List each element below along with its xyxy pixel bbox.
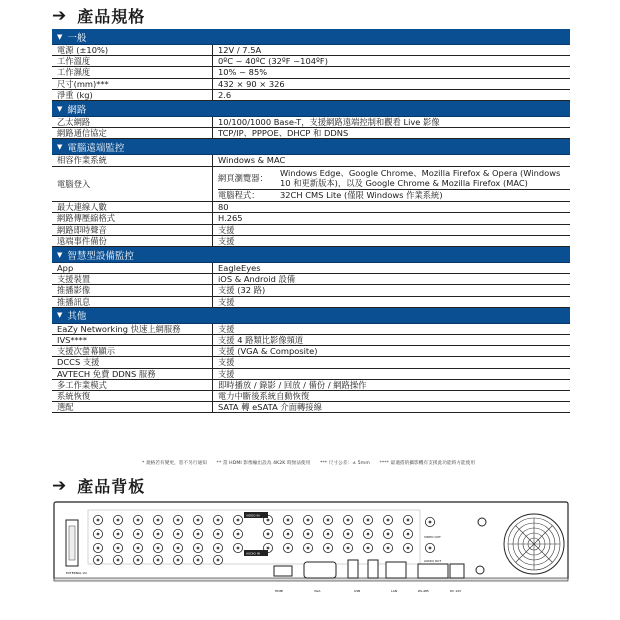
row-value: Windows & MAC	[218, 155, 286, 166]
row-label: AVTECH 免費 DDNS 服務	[52, 369, 213, 379]
rear-panel-image	[52, 500, 570, 604]
bnc-pin	[97, 547, 100, 550]
bnc-pin	[117, 533, 120, 536]
triangle-down-icon: ▼	[57, 104, 63, 113]
spec-table	[52, 29, 570, 413]
table-row	[52, 324, 570, 335]
bnc-pin	[137, 519, 140, 522]
row-value: 支援	[218, 224, 235, 235]
rear-heading-text: 產品背板	[77, 477, 146, 496]
row-label: 最大連線人數	[52, 202, 213, 212]
table-row	[52, 263, 570, 274]
rear-panel-diagram	[52, 500, 570, 604]
bnc-pin	[347, 533, 350, 536]
rear-heading	[52, 474, 145, 497]
row-value: 支援	[218, 357, 235, 368]
bnc-pin	[307, 547, 310, 550]
io-label: EXTERNAL I/O	[66, 571, 87, 575]
sub-row	[218, 168, 570, 190]
row-label: 網路通信協定	[52, 128, 213, 138]
footnote: * 規格若有變更，恕不另行通知	[142, 461, 207, 466]
row-value	[213, 167, 570, 202]
spec-heading	[52, 4, 145, 27]
bnc-pin	[157, 547, 160, 550]
footnote: ** 當 HDMI 影像輸出設為 4K2K 時無法使用	[216, 461, 311, 466]
section-title: 其他	[67, 311, 87, 323]
vga-label: VGA	[314, 589, 321, 593]
bnc-pin	[197, 547, 200, 550]
row-value: EagleEyes	[218, 263, 261, 274]
table-row	[52, 79, 570, 90]
section-title: 網路	[67, 104, 87, 116]
bnc-pin	[429, 521, 432, 524]
bnc-pin	[237, 533, 240, 536]
row-value: 電力中斷後系統自動恢復	[218, 391, 310, 402]
bnc-pin	[307, 533, 310, 536]
row-label: 淨重 (kg)	[52, 90, 213, 100]
bnc-pin	[197, 559, 200, 562]
arrow-right-icon: ➔	[52, 475, 68, 496]
row-value: 支援 (32 路)	[218, 285, 266, 296]
table-row	[52, 335, 570, 346]
row-value: SATA 轉 eSATA 介面轉接線	[218, 402, 322, 413]
section-header-other	[52, 308, 570, 324]
bnc-pin	[327, 533, 330, 536]
section-title: 一般	[67, 32, 87, 44]
bnc-pin	[367, 533, 370, 536]
triangle-down-icon: ▼	[57, 311, 63, 320]
bnc-pin	[387, 519, 390, 522]
section-title: 電腦遠端監控	[67, 142, 125, 154]
table-row	[52, 285, 570, 296]
bnc-pin	[217, 519, 220, 522]
sub-label: 電腦程式：	[218, 190, 260, 201]
bnc-pin	[177, 533, 180, 536]
row-label: 工作溫度	[52, 56, 213, 66]
table-row	[52, 369, 570, 380]
usb-label: USB	[354, 589, 361, 593]
bnc-pin	[217, 559, 220, 562]
row-label: IVS****	[52, 335, 213, 345]
row-value: 2.6	[218, 89, 232, 100]
bnc-pin	[157, 533, 160, 536]
triangle-down-icon: ▼	[57, 250, 63, 259]
row-label: 網路傳壓縮格式	[52, 213, 213, 223]
video-in-label: VIDEO IN	[246, 513, 260, 518]
bnc-pin	[137, 533, 140, 536]
audio-in-label: AUDIO IN	[246, 551, 260, 556]
bnc-pin	[267, 547, 270, 550]
bnc-pin	[97, 559, 100, 562]
section-header-smart-device	[52, 247, 570, 263]
bnc-pin	[177, 559, 180, 562]
row-label: 尺寸(mm)***	[52, 79, 213, 89]
table-row	[52, 274, 570, 285]
bnc-pin	[347, 519, 350, 522]
table-row	[52, 202, 570, 213]
usb-port-2	[368, 560, 378, 578]
row-value: 支援 (VGA & Composite)	[218, 346, 318, 357]
lan-label: LAN	[391, 589, 398, 593]
bnc-pin	[117, 559, 120, 562]
footnote: *** 尺寸公差：± 5mm	[320, 461, 370, 466]
arrow-right-icon: ➔	[52, 5, 68, 26]
row-label: 選配	[52, 402, 213, 412]
bnc-pin	[177, 547, 180, 550]
hdmi-port	[274, 566, 292, 576]
row-value: 支援	[218, 296, 235, 307]
bnc-pin	[407, 547, 410, 550]
table-row	[52, 56, 570, 67]
table-row	[52, 357, 570, 368]
row-value: 支援 4 路類比影像頻道	[218, 335, 304, 346]
vga-port	[304, 562, 336, 578]
bnc-pin	[117, 519, 120, 522]
bnc-pin	[177, 519, 180, 522]
io-connector-pins	[69, 526, 75, 560]
bnc-pin	[197, 519, 200, 522]
row-value: 10/100/1000 Base-T，支援網路遠端控制和觀看 Live 影像	[218, 117, 440, 128]
fan-grille	[508, 518, 560, 570]
table-row	[52, 346, 570, 357]
bnc-pin	[307, 519, 310, 522]
bnc-pin	[347, 547, 350, 550]
row-label: 相容作業系統	[52, 155, 213, 165]
triangle-down-icon: ▼	[57, 142, 63, 151]
power-socket	[450, 564, 464, 578]
bnc-pin	[97, 519, 100, 522]
row-label: 系統恢復	[52, 391, 213, 401]
footnote: **** 最適搭的攝影機有支援此功能時方能使用	[379, 461, 476, 466]
bnc-pin	[157, 559, 160, 562]
section-title: 智慧型設備監控	[67, 250, 134, 262]
row-value: 80	[218, 202, 229, 213]
bnc-pin	[157, 519, 160, 522]
bnc-pin	[429, 547, 432, 550]
sub-value: Windows Edge、Google Chrome、Mozilla Firefox & Opera (Windows 10 和更新版本)，以及 Google Chrome & Mozilla Firefox (MAC)	[280, 167, 561, 188]
bnc-pin	[287, 519, 290, 522]
row-label: 工作濕度	[52, 67, 213, 77]
sub-value: 32CH CMS Lite (僅限 Windows 作業系統)	[280, 190, 443, 201]
bnc-pin	[237, 519, 240, 522]
row-label: 電源 (±10%)	[52, 45, 213, 55]
row-label: EaZy Networking 快速上網服務	[52, 324, 213, 334]
rs485-terminal	[418, 564, 448, 578]
bnc-pin	[367, 547, 370, 550]
bnc-pin	[267, 533, 270, 536]
video-out-label: VIDEO OUT	[424, 535, 441, 539]
lan-port	[386, 562, 406, 578]
row-label: 推播影像	[52, 285, 213, 295]
row-value: 支援	[218, 235, 235, 246]
table-row	[52, 380, 570, 391]
row-value: 支援	[218, 323, 235, 334]
bnc-pin	[387, 533, 390, 536]
row-label: 電腦登入	[52, 167, 213, 202]
table-row	[52, 236, 570, 247]
hdmi-label: HDMI	[275, 589, 284, 593]
row-value: TCP/IP、PPPOE、DHCP 和 DDNS	[218, 128, 349, 139]
power-label: DC 12V	[450, 589, 462, 593]
row-label: 推播訊息	[52, 297, 213, 307]
bnc-pin	[117, 547, 120, 550]
bnc-pin	[137, 559, 140, 562]
spec-heading-text: 產品規格	[77, 7, 146, 26]
bnc-pin	[287, 533, 290, 536]
table-row	[52, 225, 570, 236]
bnc-pin	[217, 547, 220, 550]
bnc-pin	[197, 533, 200, 536]
table-row	[52, 67, 570, 78]
row-value: iOS & Android 設備	[218, 274, 296, 285]
section-header-network	[52, 101, 570, 117]
row-label: 支援裝置	[52, 274, 213, 284]
table-row	[52, 45, 570, 56]
table-row	[52, 391, 570, 402]
row-value: 0ºC ~ 40ºC (32ºF ~104ºF)	[218, 56, 328, 67]
sub-label: 網頁瀏覽器：	[218, 172, 268, 183]
row-label: App	[52, 263, 213, 273]
bnc-pin	[267, 519, 270, 522]
table-row	[52, 90, 570, 101]
bnc-pin	[287, 547, 290, 550]
row-value: 12V / 7.5A	[218, 45, 262, 55]
row-label: 支援次螢幕顯示	[52, 346, 213, 356]
row-value: H.265	[218, 213, 243, 224]
table-row	[52, 128, 570, 139]
row-value: 10% ~ 85%	[218, 67, 268, 78]
table-row	[52, 155, 570, 166]
row-label: DCCS 支援	[52, 357, 213, 367]
row-value: 即時播放 / 錄影 / 回放 / 備份 / 網路操作	[218, 379, 367, 390]
bnc-pin	[367, 519, 370, 522]
table-row	[52, 167, 570, 203]
usb-port-1	[348, 560, 358, 578]
footnotes	[142, 460, 572, 466]
triangle-down-icon: ▼	[57, 32, 63, 41]
bnc-pin	[327, 519, 330, 522]
bnc-pin	[407, 519, 410, 522]
row-label: 多工作業模式	[52, 380, 213, 390]
rs485-label: RS-485	[418, 589, 429, 593]
bnc-pin	[327, 547, 330, 550]
sub-row	[218, 190, 570, 200]
row-label: 遠端事件備份	[52, 236, 213, 246]
table-row	[52, 117, 570, 128]
section-header-general	[52, 29, 570, 45]
section-header-pc-remote	[52, 139, 570, 155]
row-label: 網路即時聲音	[52, 225, 213, 235]
table-row	[52, 297, 570, 308]
bnc-pin	[97, 533, 100, 536]
bnc-pin	[237, 547, 240, 550]
bnc-pin	[137, 547, 140, 550]
table-row	[52, 402, 570, 413]
bnc-pin	[217, 533, 220, 536]
bnc-pin	[407, 533, 410, 536]
screw	[478, 518, 486, 526]
table-row	[52, 213, 570, 224]
audio-out-label: AUDIO OUT	[424, 559, 442, 563]
bnc-pin	[387, 547, 390, 550]
row-label: 乙太網路	[52, 117, 213, 127]
row-value: 支援	[218, 368, 235, 379]
row-value: 432 × 90 × 326	[218, 78, 285, 89]
ground-screw	[476, 566, 484, 574]
